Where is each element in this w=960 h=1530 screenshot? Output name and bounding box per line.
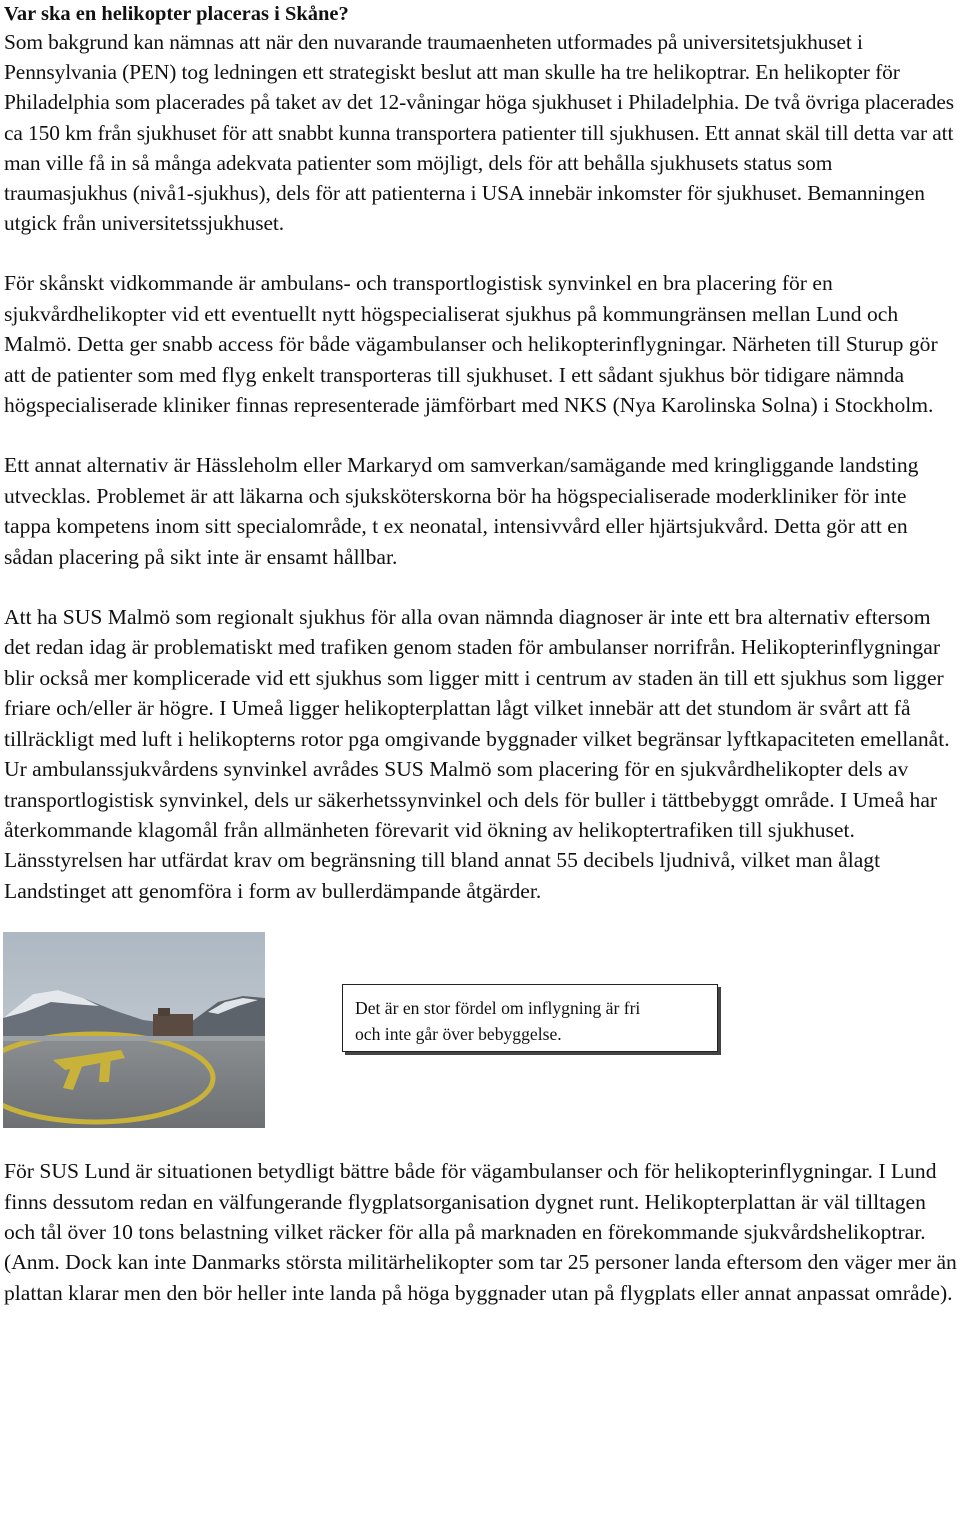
page-title: Var ska en helikopter placeras i Skåne?	[4, 3, 349, 25]
paragraph-background: Som bakgrund kan nämnas att när den nuvarande traumaenheten utformades på universitetsjukhuset i Pennsylvania (PEN) tog ledningen ett strategiskt beslut att man skulle ha tre helikoptrar. En helikopter för Philadelphia som placerades på taket av det 12-våningar höga sjukhuset i Philadelphia. De två övriga placerades ca 150 km från sjukhuset för att snabbt kunna transportera patienter till sjukhusen. Ett annat skäl till detta var att man ville få in så många adekvata patienter som möjligt, dels för att behålla sjukhusets status som traumasjukhus (nivå1-sjukhus), dels för att patienterna i USA innebär inkomster för sjukhuset. Bemanningen utgick från universitetssjukhuset.	[4, 30, 954, 236]
helipad-photo	[3, 932, 265, 1128]
document-page	[4, 0, 958, 1308]
caption-line-2: och inte går över bebyggelse.	[355, 1024, 562, 1045]
caption-box	[342, 984, 718, 1052]
paragraph-lund-malmo-border: För skånskt vidkommande är ambulans- och transportlogistisk synvinkel en bra placering för en sjukvårdhelikopter vid ett eventuellt nytt högspecialiserat sjukhus på kommungränsen mellan Lund och Malmö. Detta ger snabb access för både vägambulanser och helikopterinflygningar. Närheten till Sturup gör att de patienter som med flyg enkelt transporteras till sjukhuset. I ett sådant sjukhus bör tidigare nämnda högspecialiserade kliniker finnas representerade jämförbart med NKS (Nya Karolinska Solna) i Stockholm.	[4, 271, 938, 418]
caption-line-1: Det är en stor fördel om inflygning är fri	[355, 998, 641, 1019]
paragraph-sus-lund: För SUS Lund är situationen betydligt bättre både för vägambulanser och för helikopterinflygningar. I Lund finns dessutom redan en välfungerande flygplatsorganisation dygnet runt. Helikopterplattan är väl tilltagen och tål över 10 tons belastning vilket räcker för alla på marknaden en förekommande sjukvårdshelikoptrar. (Anm. Dock kan inte Danmarks största militärhelikopter som tar 25 personer landa eftersom den väger mer än plattan klarar men den bör heller inte landa på höga byggnader utan på flygplats eller annat anpassat område).	[4, 1159, 957, 1305]
helipad-surface	[3, 1040, 265, 1128]
helipad-illustration	[3, 932, 265, 1128]
paragraph-sus-malmo: Att ha SUS Malmö som regionalt sjukhus för alla ovan nämnda diagnoser är inte ett bra alternativ eftersom det redan idag är problematiskt med trafiken genom staden för ambulanser norrifrån. Helikopterinflygningar blir också mer komplicerade vid ett sjukhus som ligger mitt i centrum av staden än till ett sjukhus som ligger friare och/eller är högre. I Umeå ligger helikopterplattan lågt vilket innebär att det stundom är svårt att få tillräckligt med luft i helikopterns rotor pga omgivande byggnader vilket begränsar lyftkapaciteten emellanåt. Ur ambulanssjukvårdens synvinkel avrådes SUS Malmö som placering för en sjukvårdhelikopter dels av transportlogistisk synvinkel, dels ur säkerhetssynvinkel och dels för buller i tättbebyggt område. I Umeå har återkommande klagomål från allmänheten förevarit vid ökning av helikoptertrafiken till sjukhuset. Länsstyrelsen har utfärdat krav om begränsning till bland annat 55 decibels ljudnivå, vilket man ålagt Landstinget att genomföra i form av bullerdämpande åtgärder.	[4, 605, 950, 903]
paragraph-hassleholm-markaryd: Ett annat alternativ är Hässleholm eller Markaryd om samverkan/samägande med kringliggande landsting utvecklas. Problemet är att läkarna och sjuksköterskorna bör ha högspecialiserade moderkliniker för inte tappa kompetens inom sitt specialområde, t ex neonatal, intensivvård eller hjärtsjukvård. Detta gör att en sådan placering på sikt inte är ensamt hållbar.	[4, 453, 919, 569]
fence	[3, 1036, 265, 1041]
figure-helipad	[4, 932, 958, 1132]
